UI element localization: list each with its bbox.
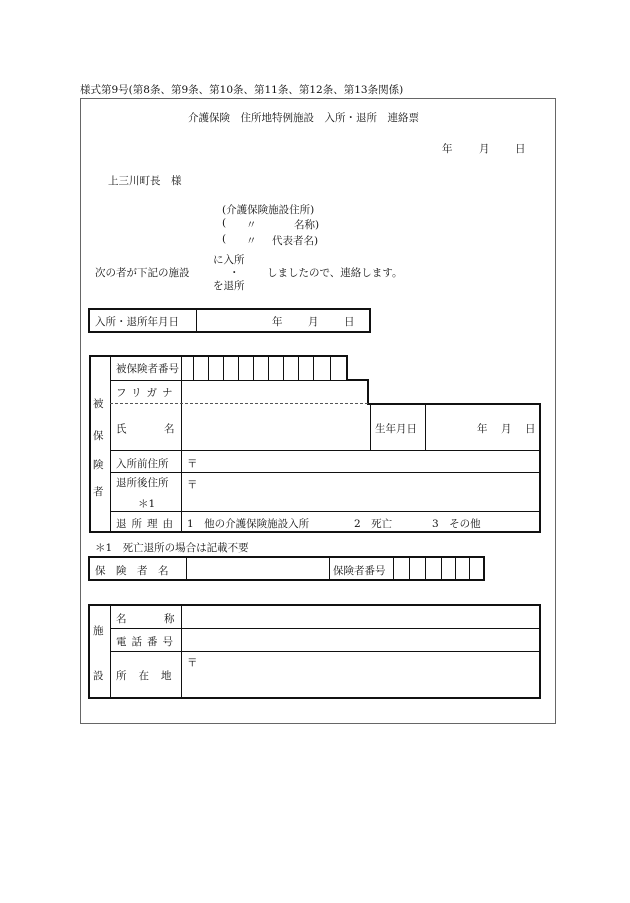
date-day-label: 日 [515, 143, 526, 155]
digit-cell [469, 557, 470, 580]
notice-option-leave: を退所 [213, 280, 245, 292]
move-date-year[interactable]: 年 [272, 316, 283, 328]
birth-day[interactable]: 日 [525, 423, 536, 435]
furigana-line [110, 403, 368, 404]
divider [393, 557, 394, 580]
digit-cell [223, 356, 224, 380]
date-month-label: 月 [479, 143, 490, 155]
sender-paren-open: ( [222, 217, 227, 229]
facility-phone-label: 電話番号 [116, 636, 178, 648]
digit-cell [313, 356, 314, 380]
move-date-label: 入所・退所年月日 [95, 316, 179, 328]
border-bottom [89, 531, 541, 533]
divider [196, 309, 197, 332]
reason-option-2[interactable]: 2 死亡 [354, 518, 393, 530]
ditto-mark: 〃 [246, 235, 257, 247]
insurer-number-label: 保険者番号 [333, 565, 386, 577]
row-line [110, 628, 540, 629]
notice-prefix: 次の者が下記の施設 [95, 267, 190, 279]
postal-mark[interactable]: 〒 [187, 657, 198, 669]
sender-representative-label: 代表者名) [272, 235, 319, 247]
border-step [367, 379, 369, 404]
move-date-month[interactable]: 月 [308, 316, 319, 328]
notice-option-enter: に入所 [213, 254, 245, 266]
digit-cell [441, 557, 442, 580]
date-year-label: 年 [442, 143, 453, 155]
postal-mark[interactable]: 〒 [187, 458, 198, 470]
insured-side-char: 険 [93, 459, 104, 471]
row-line [110, 651, 540, 652]
insured-number-label: 被保険者番号 [116, 363, 179, 375]
border-left [89, 355, 91, 533]
reason-option-3[interactable]: 3 その他 [432, 518, 481, 530]
addressee: 上三川町長 様 [108, 175, 182, 187]
reason-label: 退所理由 [116, 518, 178, 530]
row-line [110, 380, 347, 381]
birthdate-label: 生年月日 [375, 423, 417, 435]
digit-cell [283, 356, 284, 380]
reason-option-1[interactable]: 1 他の介護保険施設入所 [187, 518, 310, 530]
facility-name-label-1: 名 [116, 613, 127, 625]
furigana-label: フリガナ [116, 387, 178, 399]
digit-cell [268, 356, 269, 380]
digit-cell [208, 356, 209, 380]
divider [425, 404, 426, 450]
digit-cell [425, 557, 426, 580]
divider [186, 557, 187, 580]
digit-cell [298, 356, 299, 380]
footnote: ＊1 死亡退所の場合は記載不要 [95, 542, 249, 554]
border-step [367, 403, 541, 405]
digit-cell [330, 356, 331, 380]
name-label-2: 名 [164, 423, 175, 435]
border-step [346, 355, 348, 380]
border-right [539, 403, 541, 533]
insured-side-char: 保 [93, 430, 104, 442]
sender-address-label: (介護保険施設住所) [222, 204, 315, 216]
footnote-ref: ＊1 [138, 498, 156, 510]
border-top [89, 355, 348, 357]
facility-name-label-2: 称 [164, 613, 175, 625]
digit-cell [409, 557, 410, 580]
notice-option-dot: ・ [229, 267, 240, 279]
row-line [110, 450, 540, 451]
facility-side-char: 施 [93, 625, 104, 637]
row-line [110, 472, 540, 473]
digit-cell [193, 356, 194, 380]
birth-year[interactable]: 年 [477, 423, 488, 435]
move-date-day[interactable]: 日 [344, 316, 355, 328]
border-step [346, 379, 369, 381]
form-title: 介護保険 住所地特例施設 入所・退所 連絡票 [188, 112, 419, 124]
divider [370, 404, 371, 450]
insured-side-char: 者 [93, 486, 104, 498]
after-address-label: 退所後住所 [116, 477, 169, 489]
row-line [110, 511, 540, 512]
facility-side-char: 設 [93, 670, 104, 682]
ditto-mark: 〃 [246, 219, 257, 231]
prev-address-label: 入所前住所 [116, 458, 169, 470]
digit-cell [238, 356, 239, 380]
sender-name-label: 名称) [294, 219, 320, 231]
postal-mark[interactable]: 〒 [187, 479, 198, 491]
digit-cell [253, 356, 254, 380]
insurer-name-label: 保 険 者 名 [95, 565, 169, 577]
form-number-note: 様式第9号(第8条、第9条、第10条、第11条、第12条、第13条関係) [80, 84, 404, 96]
divider [110, 356, 111, 532]
notice-suffix: しましたので、連絡します。 [267, 267, 403, 279]
facility-location-label: 所在地 [116, 670, 184, 682]
name-label-1: 氏 [116, 423, 127, 435]
insured-side-char: 被 [93, 398, 104, 410]
sender-paren-open: ( [222, 233, 227, 245]
digit-cell [455, 557, 456, 580]
divider [181, 356, 182, 532]
birth-month[interactable]: 月 [501, 423, 512, 435]
divider [329, 557, 330, 580]
